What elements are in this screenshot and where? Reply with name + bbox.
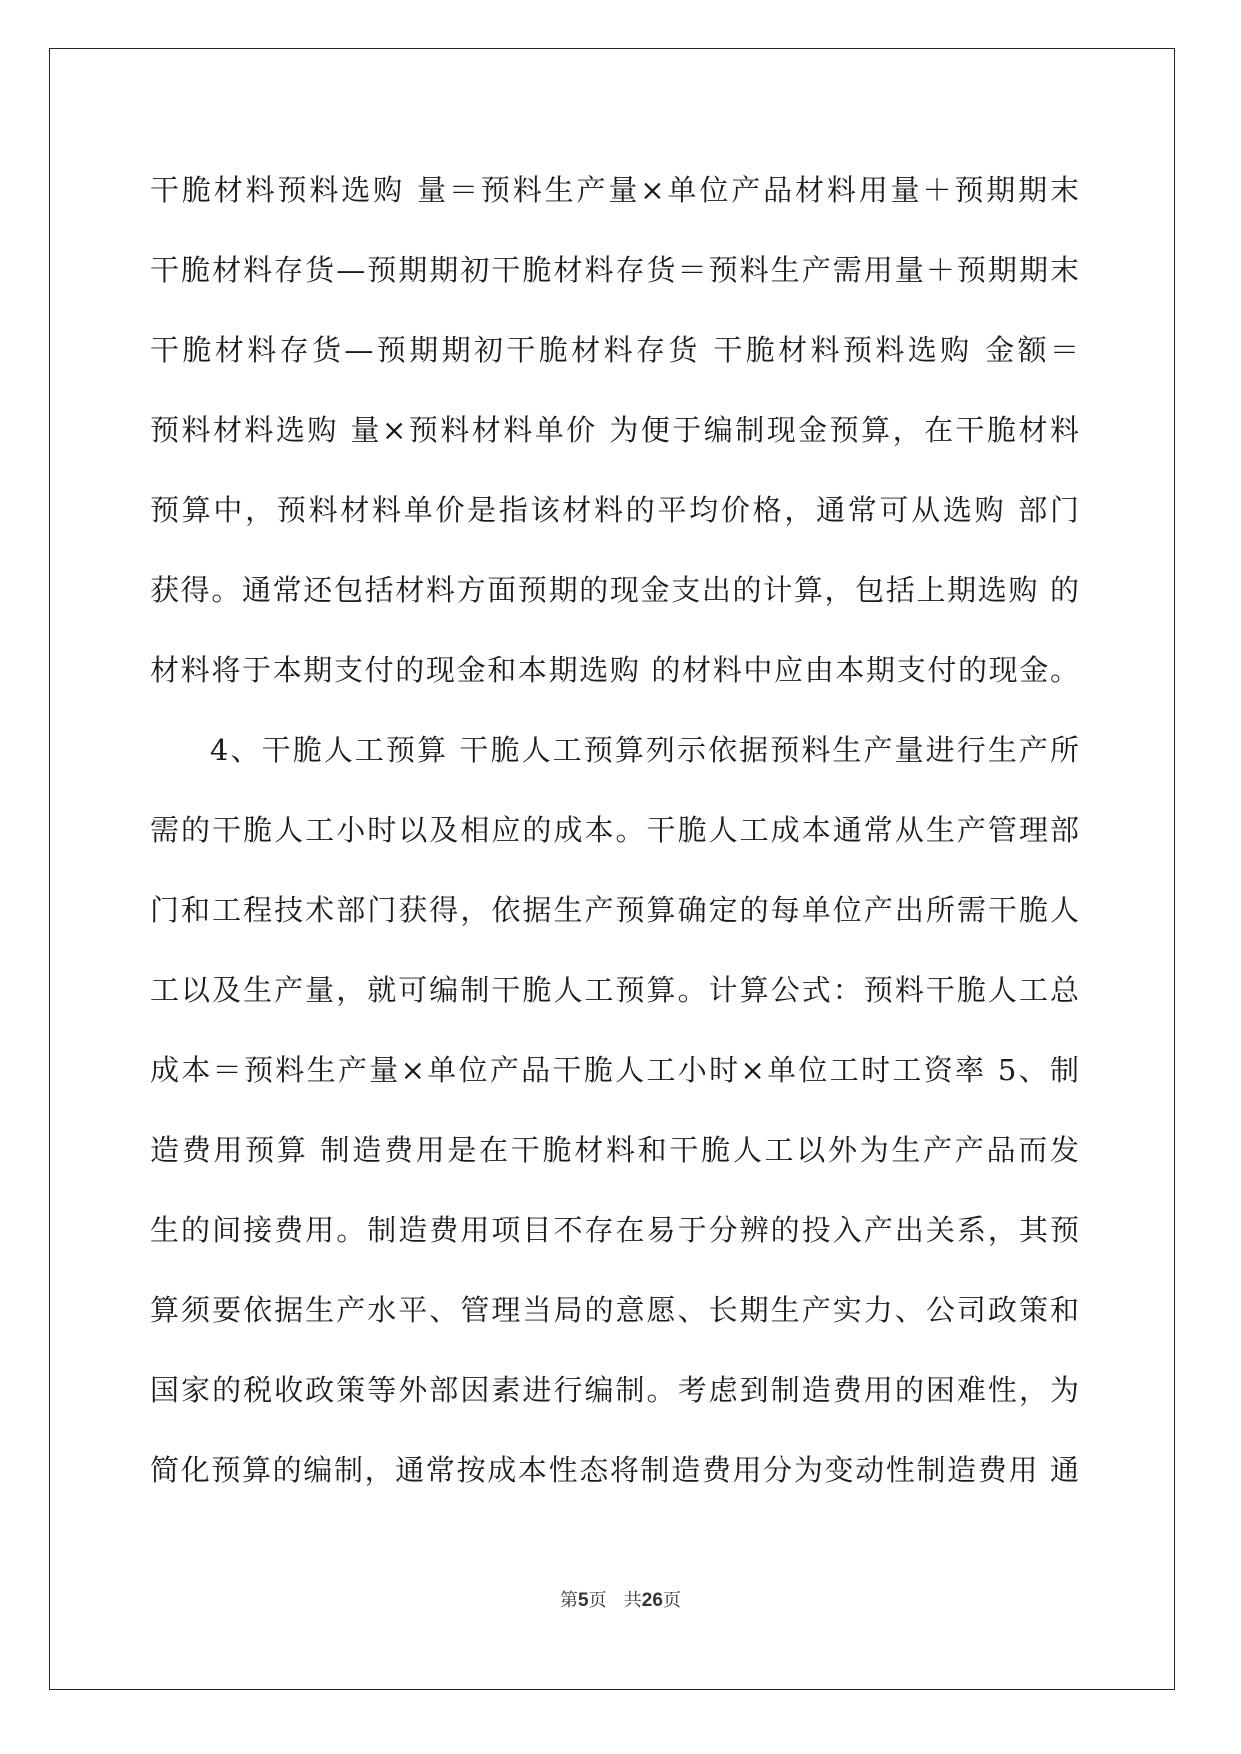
text-line: 简化预算的编制，通常按成本性态将制造费用分为变动性制造费用 通 <box>150 1453 1080 1487</box>
page-number: 5 <box>578 1590 589 1611</box>
footer-page-suffix: 页 <box>588 1590 607 1611</box>
footer-prefix: 第 <box>560 1590 579 1611</box>
text-line: 成本＝预料生产量×单位产品干脆人工小时×单位工时工资率 5、制 <box>150 1053 1080 1087</box>
text-line: 材料将于本期支付的现金和本期选购 的材料中应由本期支付的现金。 <box>150 653 1080 687</box>
text-line: 获得。通常还包括材料方面预期的现金支出的计算，包括上期选购 的 <box>150 573 1080 607</box>
text-line: 干脆材料存货—预期期初干脆材料存货＝预料生产需用量＋预期期末 <box>150 253 1080 287</box>
text-line: 造费用预算 制造费用是在干脆材料和干脆人工以外为生产产品而发 <box>150 1133 1080 1167</box>
footer-total-suffix: 页 <box>662 1590 681 1611</box>
total-pages: 26 <box>641 1590 663 1611</box>
text-line: 干脆材料存货—预期期初干脆材料存货 干脆材料预料选购 金额＝ <box>150 333 1080 367</box>
document-body <box>150 150 1080 1510</box>
text-line: 预算中，预料材料单价是指该材料的平均价格，通常可从选购 部门 <box>150 493 1080 527</box>
text-line: 门和工程技术部门获得，依据生产预算确定的每单位产出所需干脆人 <box>150 893 1080 927</box>
text-line: 算须要依据生产水平、管理当局的意愿、长期生产实力、公司政策和 <box>150 1293 1080 1327</box>
text-line: 需的干脆人工小时以及相应的成本。干脆人工成本通常从生产管理部 <box>150 813 1080 847</box>
footer-total-prefix: 共 <box>623 1590 642 1611</box>
page-footer <box>0 1586 1241 1612</box>
text-line: 干脆材料预料选购 量＝预料生产量×单位产品材料用量＋预期期末 <box>150 173 1080 207</box>
paragraph-start-line: 4、干脆人工预算 干脆人工预算列示依据预料生产量进行生产所 <box>210 733 1080 767</box>
text-line: 生的间接费用。制造费用项目不存在易于分辨的投入产出关系，其预 <box>150 1213 1080 1247</box>
text-line: 国家的税收政策等外部因素进行编制。考虑到制造费用的困难性，为 <box>150 1373 1080 1407</box>
text-line: 工以及生产量，就可编制干脆人工预算。计算公式：预料干脆人工总 <box>150 973 1080 1007</box>
text-line: 预料材料选购 量×预料材料单价 为便于编制现金预算，在干脆材料 <box>150 413 1080 447</box>
